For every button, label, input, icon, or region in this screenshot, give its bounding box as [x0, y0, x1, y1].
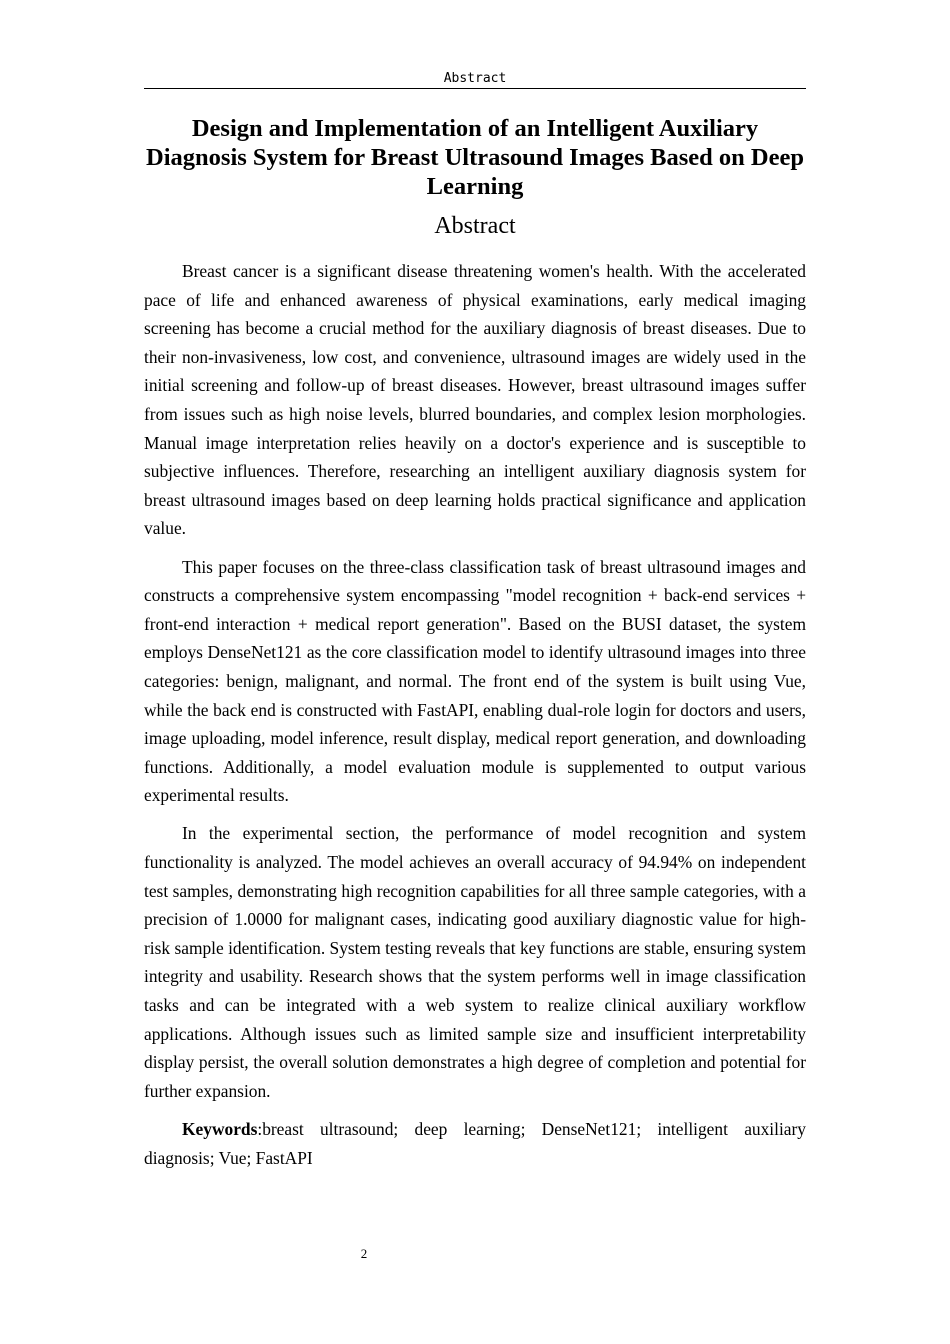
paper-title: Design and Implementation of an Intelligent Auxiliary Diagnosis System for Breast Ultrasound Images Based on Deep Learning	[146, 115, 804, 200]
abstract-body	[144, 114, 806, 1172]
abstract-paragraph-2: This paper focuses on the three-class classification task of breast ultrasound images and constructs a comprehensive system encompassing "model recognition + back-end services + front-end interaction + medical report generation". Based on the BUSI dataset, the system employs DenseNet121 as the core classification model to identify ultrasound images into three categories: benign, malignant, and normal. The front end of the system is built using Vue, while the back end is constructed with FastAPI, enabling dual-role login for doctors and users, image uploading, model inference, result display, medical report generation, and downloading functions. Additionally, a model evaluation module is supplemented to output various experimental results.	[144, 556, 806, 806]
abstract-heading: Abstract	[434, 213, 516, 239]
running-header: Abstract	[144, 70, 806, 89]
page-number: 2	[360, 1246, 368, 1261]
abstract-paragraph-3: In the experimental section, the performance of model recognition and system functionality is analyzed. The model achieves an overall accuracy of 94.94% on independent test samples, demonstrating high recognition capabilities for all three sample categories, with a precision of 1.0000 for malignant cases, indicating good auxiliary diagnostic value for high-risk sample identification. System testing reveals that key functions are stable, ensuring system integrity and usability. Research shows that the system performs well in image classification tasks and can be integrated with a web system to realize clinical auxiliary workflow applications. Although issues such as limited sample size and insufficient interpretability display persist, the overall solution demonstrates a high degree of completion and potential for further expansion.	[144, 823, 806, 1101]
keywords-label: Keywords	[182, 1119, 258, 1139]
keywords-line	[144, 1115, 806, 1172]
abstract-paragraph-1: Breast cancer is a significant disease threatening women's health. With the accelerated pace of life and enhanced awareness of physical examinations, early medical imaging screening has become a crucial method for the auxiliary diagnosis of breast diseases. Due to their non-invasiveness, low cost, and convenience, ultrasound images are widely used in the initial screening and follow-up of breast diseases. However, breast ultrasound images suffer from issues such as high noise levels, blurred boundaries, and complex lesion morphologies. Manual image interpretation relies heavily on a doctor's experience and is susceptible to subjective influences. Therefore, researching an intelligent auxiliary diagnosis system for breast ultrasound images based on deep learning holds practical significance and application value.	[144, 261, 806, 539]
keywords-text: :breast ultrasound; deep learning; DenseNet121; intelligent auxiliary diagnosis; Vue; FastAPI	[144, 1119, 806, 1168]
